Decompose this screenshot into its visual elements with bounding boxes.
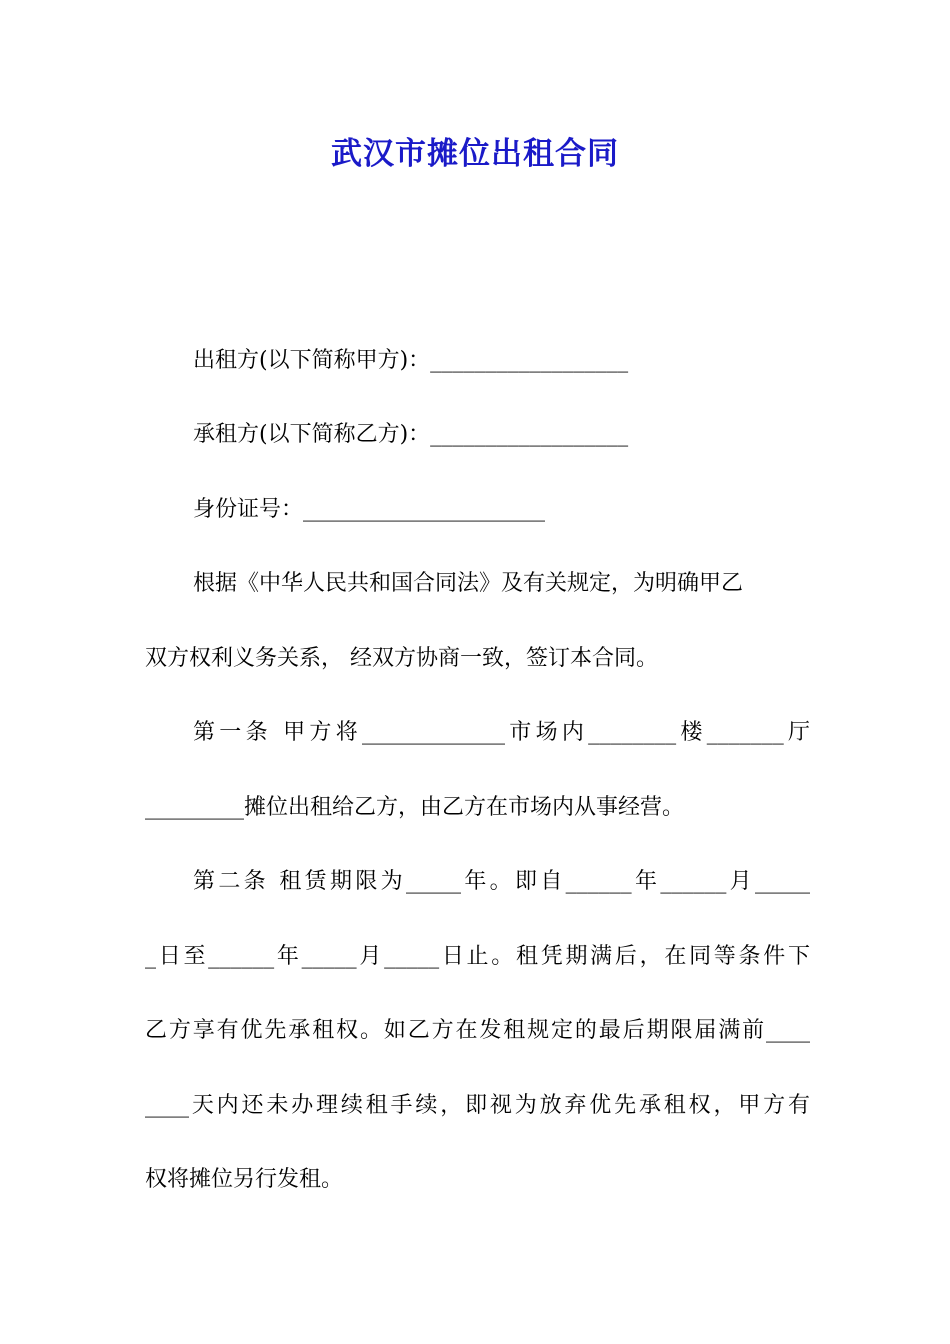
lessor-line: 出租方(以下简称甲方)：__________________ (193, 348, 629, 373)
article-2-line-1: 第二条 租赁期限为_____年。即自______年______月_____ (193, 869, 810, 894)
preamble-line-2: 双方权利义务关系， 经双方协商一致，签订本合同。 (145, 646, 658, 671)
article-2-line-5: 权将摊位另行发租。 (145, 1167, 344, 1192)
article-1-line-2: _________摊位出租给乙方，由乙方在市场内从事经营。 (145, 795, 685, 820)
article-1-line-1: 第一条 甲方将_____________市场内________楼_______厅 (193, 720, 810, 745)
preamble-line-1: 根据《中华人民共和国合同法》及有关规定，为明确甲乙 (193, 571, 744, 596)
id-number-line: 身份证号：______________________ (193, 497, 546, 522)
article-2-line-4: ____天内还未办理续租手续，即视为放弃优先承租权，甲方有 (145, 1093, 810, 1118)
article-2-line-2: _日至______年_____月_____日止。租凭期满后，在同等条件下 (145, 944, 810, 969)
lessee-line: 承租方(以下简称乙方)：__________________ (193, 422, 629, 447)
article-2-line-3: 乙方享有优先承租权。如乙方在发租规定的最后期限届满前____ (145, 1018, 810, 1043)
document-title: 武汉市摊位出租合同 (331, 136, 619, 172)
